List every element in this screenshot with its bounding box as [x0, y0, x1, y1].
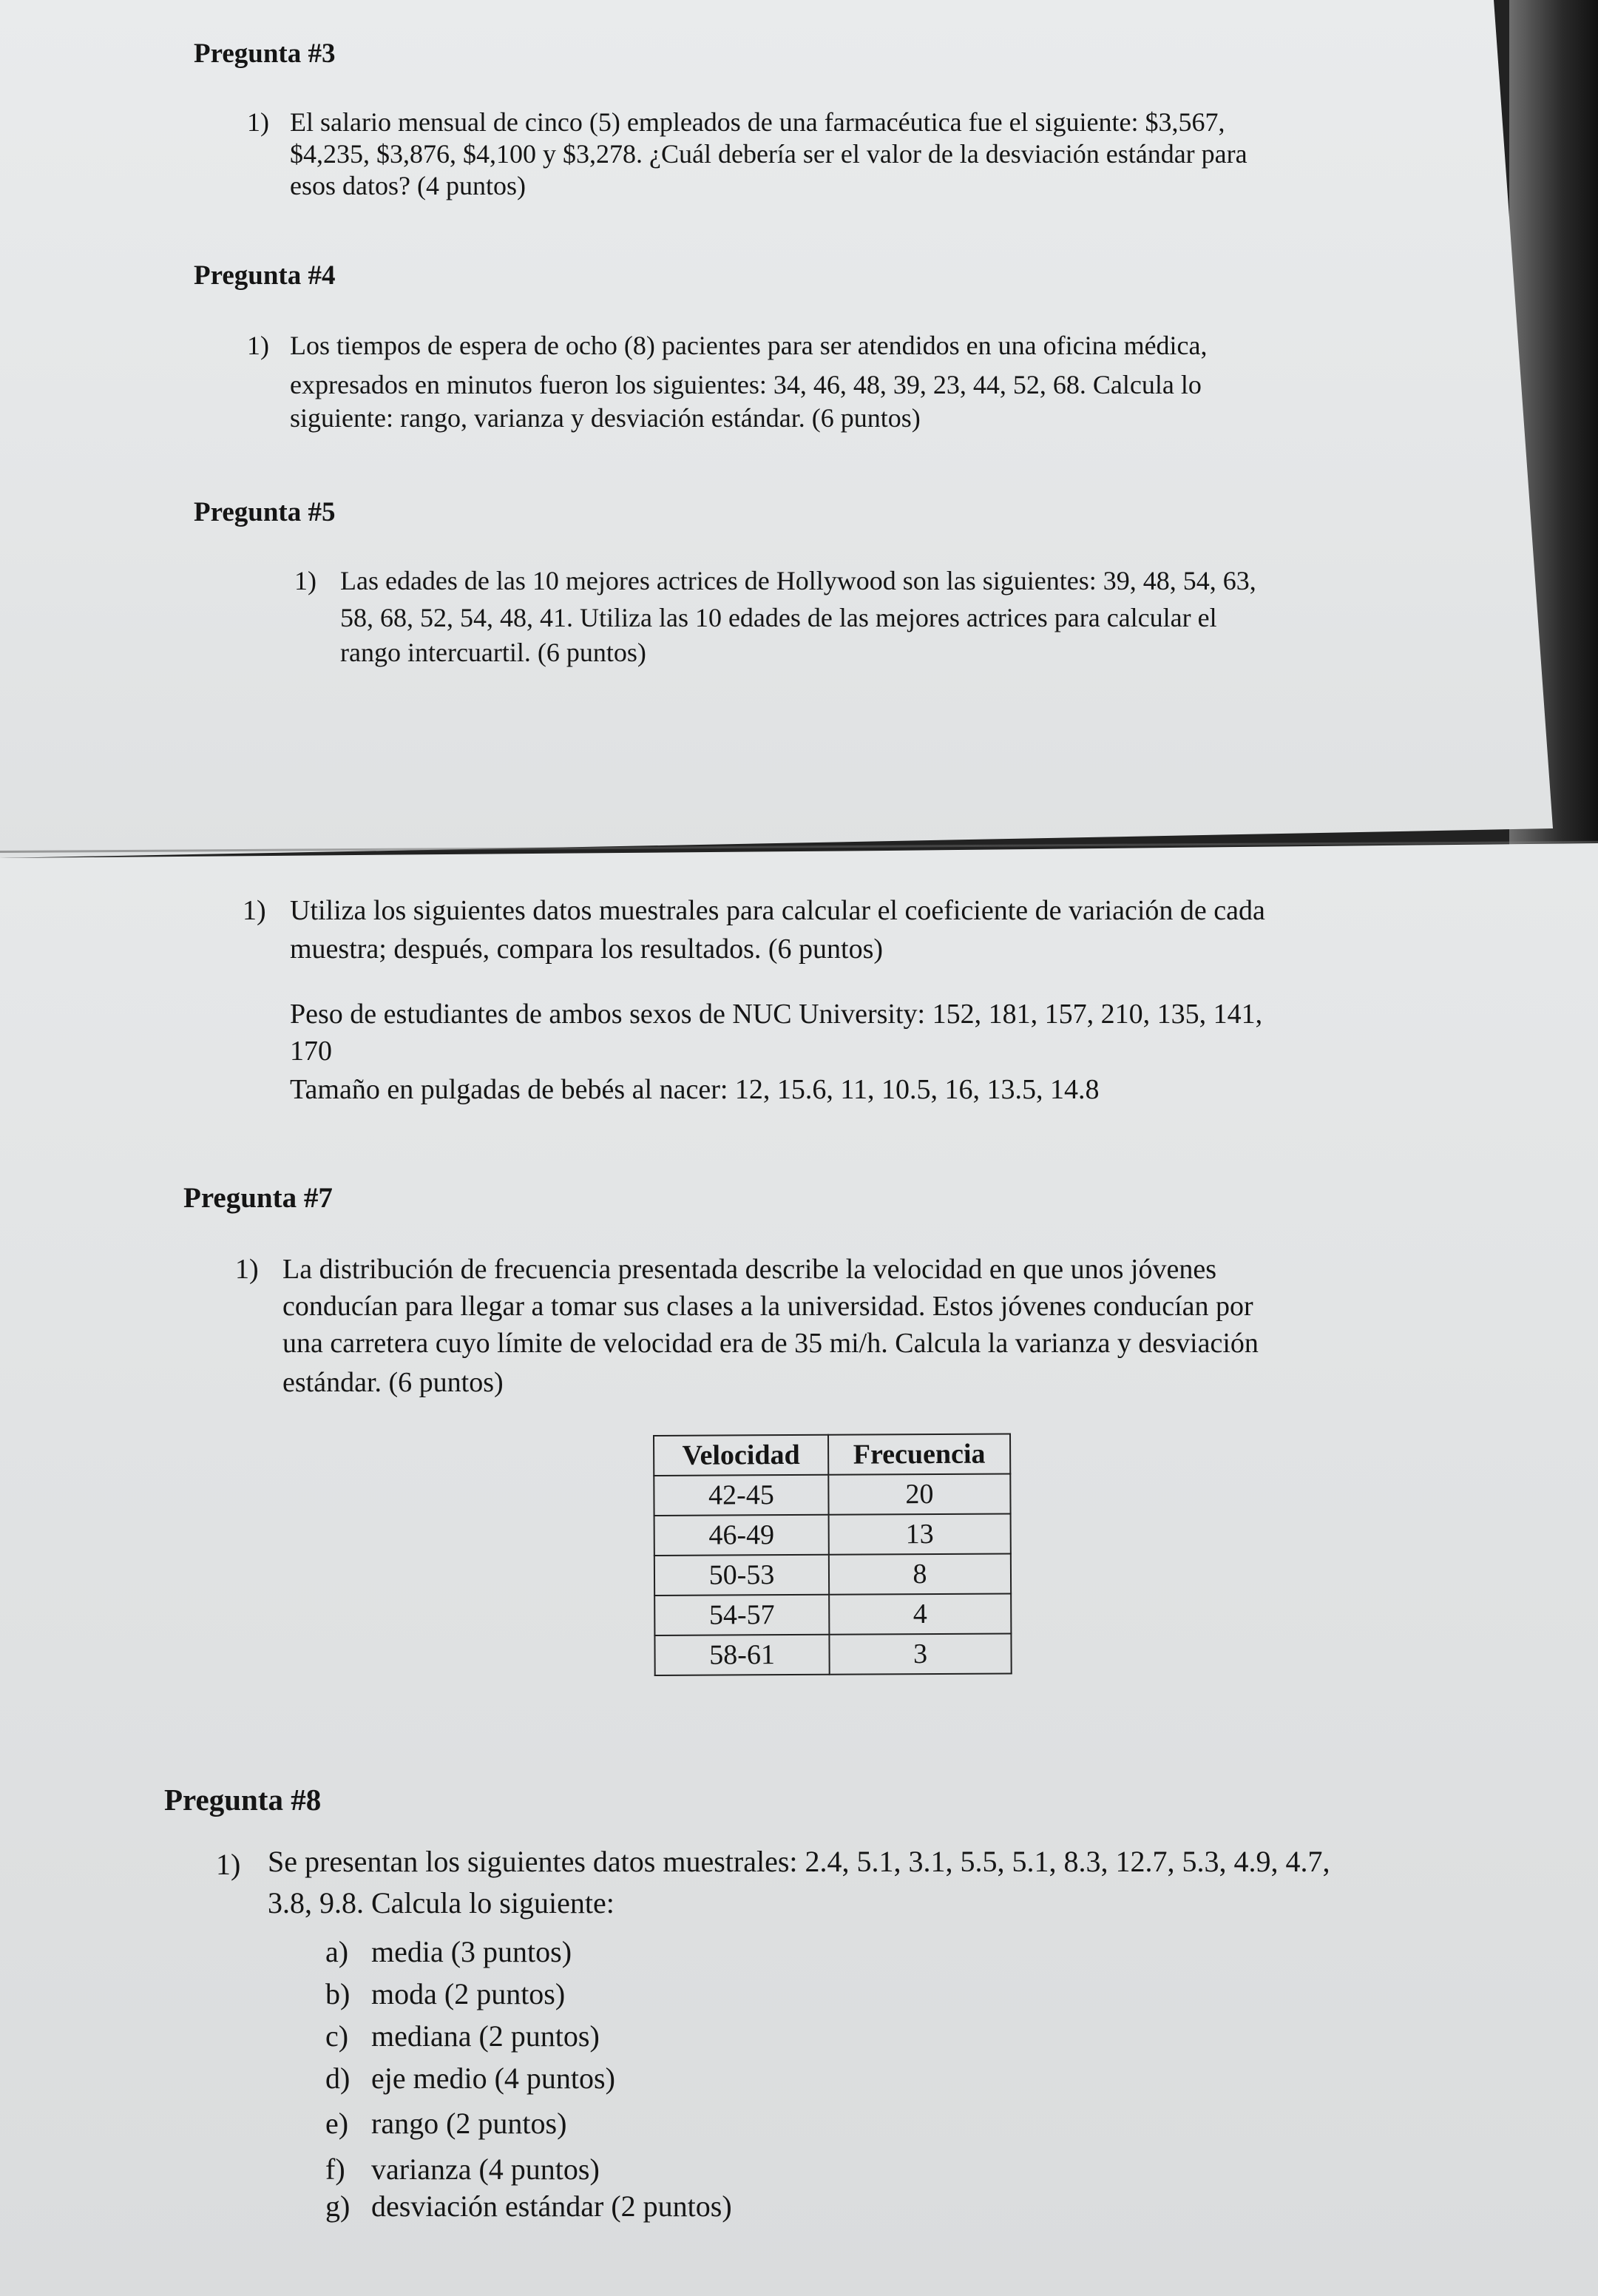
q7-line-2: conducían para llegar a tomar sus clases a la universidad. Estos jóvenes conducían por	[282, 1291, 1253, 1322]
q5-number: 1)	[294, 566, 316, 595]
q3-line-1: El salario mensual de cinco (5) empleados de una farmacéutica fue el siguiente: $3,567,	[290, 107, 1225, 137]
q8-item-e	[325, 2107, 566, 2141]
q7-line-3: una carretera cuyo límite de velocidad era de 35 mi/h. Calcula la varianza y desviación	[282, 1328, 1259, 1359]
q8-line-1: Se presentan los siguientes datos muestrales: 2.4, 5.1, 3.1, 5.5, 5.1, 8.3, 12.7, 5.3, 4.9, 4.7,	[268, 1845, 1330, 1878]
table-header-frecuencia: Frecuencia	[828, 1434, 1010, 1474]
q3-number: 1)	[247, 107, 269, 137]
q8-item-text: varianza (4 puntos)	[371, 2152, 600, 2186]
q3-heading: Pregunta #3	[194, 38, 336, 69]
q7-number: 1)	[235, 1254, 259, 1285]
table-header-velocidad: Velocidad	[654, 1435, 828, 1476]
q3-line-2: $4,235, $3,876, $4,100 y $3,278. ¿Cuál debería ser el valor de la desviación estándar para	[290, 139, 1247, 169]
q8-item-letter: d)	[325, 2062, 351, 2095]
q8-item-d	[325, 2062, 615, 2096]
q8-item-c	[325, 2019, 600, 2053]
q3-line-3: esos datos? (4 puntos)	[290, 171, 526, 200]
q8-heading: Pregunta #8	[164, 1783, 322, 1817]
q6-data-line-3: Tamaño en pulgadas de bebés al nacer: 12, 15.6, 11, 10.5, 16, 13.5, 14.8	[290, 1074, 1100, 1105]
table-cell-frecuencia: 13	[829, 1513, 1011, 1554]
q8-item-text: eje medio (4 puntos)	[371, 2062, 615, 2095]
table-cell-frecuencia: 8	[829, 1553, 1011, 1594]
frequency-table	[653, 1433, 1012, 1676]
table-row	[654, 1473, 1010, 1516]
q6-data-line-2: 170	[290, 1036, 332, 1067]
q4-heading: Pregunta #4	[194, 260, 336, 291]
q8-item-letter: b)	[325, 1977, 351, 2010]
q7-heading: Pregunta #7	[183, 1182, 333, 1214]
q7-line-1: La distribución de frecuencia presentada describe la velocidad en que unos jóvenes	[282, 1254, 1216, 1285]
table-cell-frecuencia: 20	[828, 1473, 1010, 1514]
q8-item-text: moda (2 puntos)	[371, 1977, 566, 2010]
table-cell-velocidad: 46-49	[654, 1515, 829, 1556]
q6-line-1: Utiliza los siguientes datos muestrales para calcular el coeficiente de variación de cada	[290, 895, 1265, 926]
table-row	[654, 1513, 1011, 1556]
q4-number: 1)	[247, 331, 269, 360]
table-header-row	[654, 1434, 1010, 1476]
q8-line-2: 3.8, 9.8. Calcula lo siguiente:	[268, 1886, 615, 1919]
table-cell-velocidad: 50-53	[654, 1555, 829, 1596]
q8-item-f	[325, 2152, 600, 2187]
q8-item-text: mediana (2 puntos)	[371, 2019, 600, 2053]
q8-item-a	[325, 1935, 572, 1969]
q6-number: 1)	[243, 895, 266, 926]
table-cell-velocidad: 42-45	[654, 1475, 828, 1516]
q5-line-3: rango intercuartil. (6 puntos)	[340, 638, 646, 667]
q8-item-letter: f)	[325, 2152, 345, 2186]
q8-item-text: rango (2 puntos)	[371, 2107, 567, 2140]
q8-item-letter: g)	[325, 2189, 351, 2223]
q7-line-4: estándar. (6 puntos)	[282, 1367, 504, 1398]
q8-item-b	[325, 1977, 565, 2011]
table-cell-velocidad: 54-57	[654, 1595, 829, 1635]
q6-data-line-1: Peso de estudiantes de ambos sexos de NUC University: 152, 181, 157, 210, 135, 141,	[290, 999, 1263, 1030]
table-cell-frecuencia: 4	[829, 1593, 1011, 1634]
table-cell-velocidad: 58-61	[654, 1635, 829, 1675]
q6-line-2: muestra; después, compara los resultados. (6 puntos)	[290, 933, 884, 965]
q5-line-1: Las edades de las 10 mejores actrices de Hollywood son las siguientes: 39, 48, 54, 63,	[340, 566, 1256, 595]
q4-line-2: expresados en minutos fueron los siguientes: 34, 46, 48, 39, 23, 44, 52, 68. Calcula lo	[290, 370, 1202, 399]
q8-item-text: media (3 puntos)	[371, 1935, 572, 1968]
q4-line-1: Los tiempos de espera de ocho (8) pacientes para ser atendidos en una oficina médica,	[290, 331, 1208, 360]
q5-line-2: 58, 68, 52, 54, 48, 41. Utiliza las 10 edades de las mejores actrices para calcular el	[340, 603, 1217, 632]
q8-item-letter: a)	[325, 1935, 349, 1968]
table-cell-frecuencia: 3	[829, 1633, 1011, 1674]
table-row	[654, 1633, 1011, 1675]
q8-item-g	[325, 2189, 732, 2224]
table-row	[654, 1553, 1011, 1596]
table-row	[654, 1593, 1011, 1635]
q5-heading: Pregunta #5	[194, 497, 336, 527]
q8-number: 1)	[216, 1848, 241, 1881]
q8-item-text: desviación estándar (2 puntos)	[371, 2189, 732, 2223]
q8-item-letter: c)	[325, 2019, 349, 2053]
q4-line-3: siguiente: rango, varianza y desviación estándar. (6 puntos)	[290, 403, 921, 433]
q8-item-letter: e)	[325, 2107, 349, 2140]
